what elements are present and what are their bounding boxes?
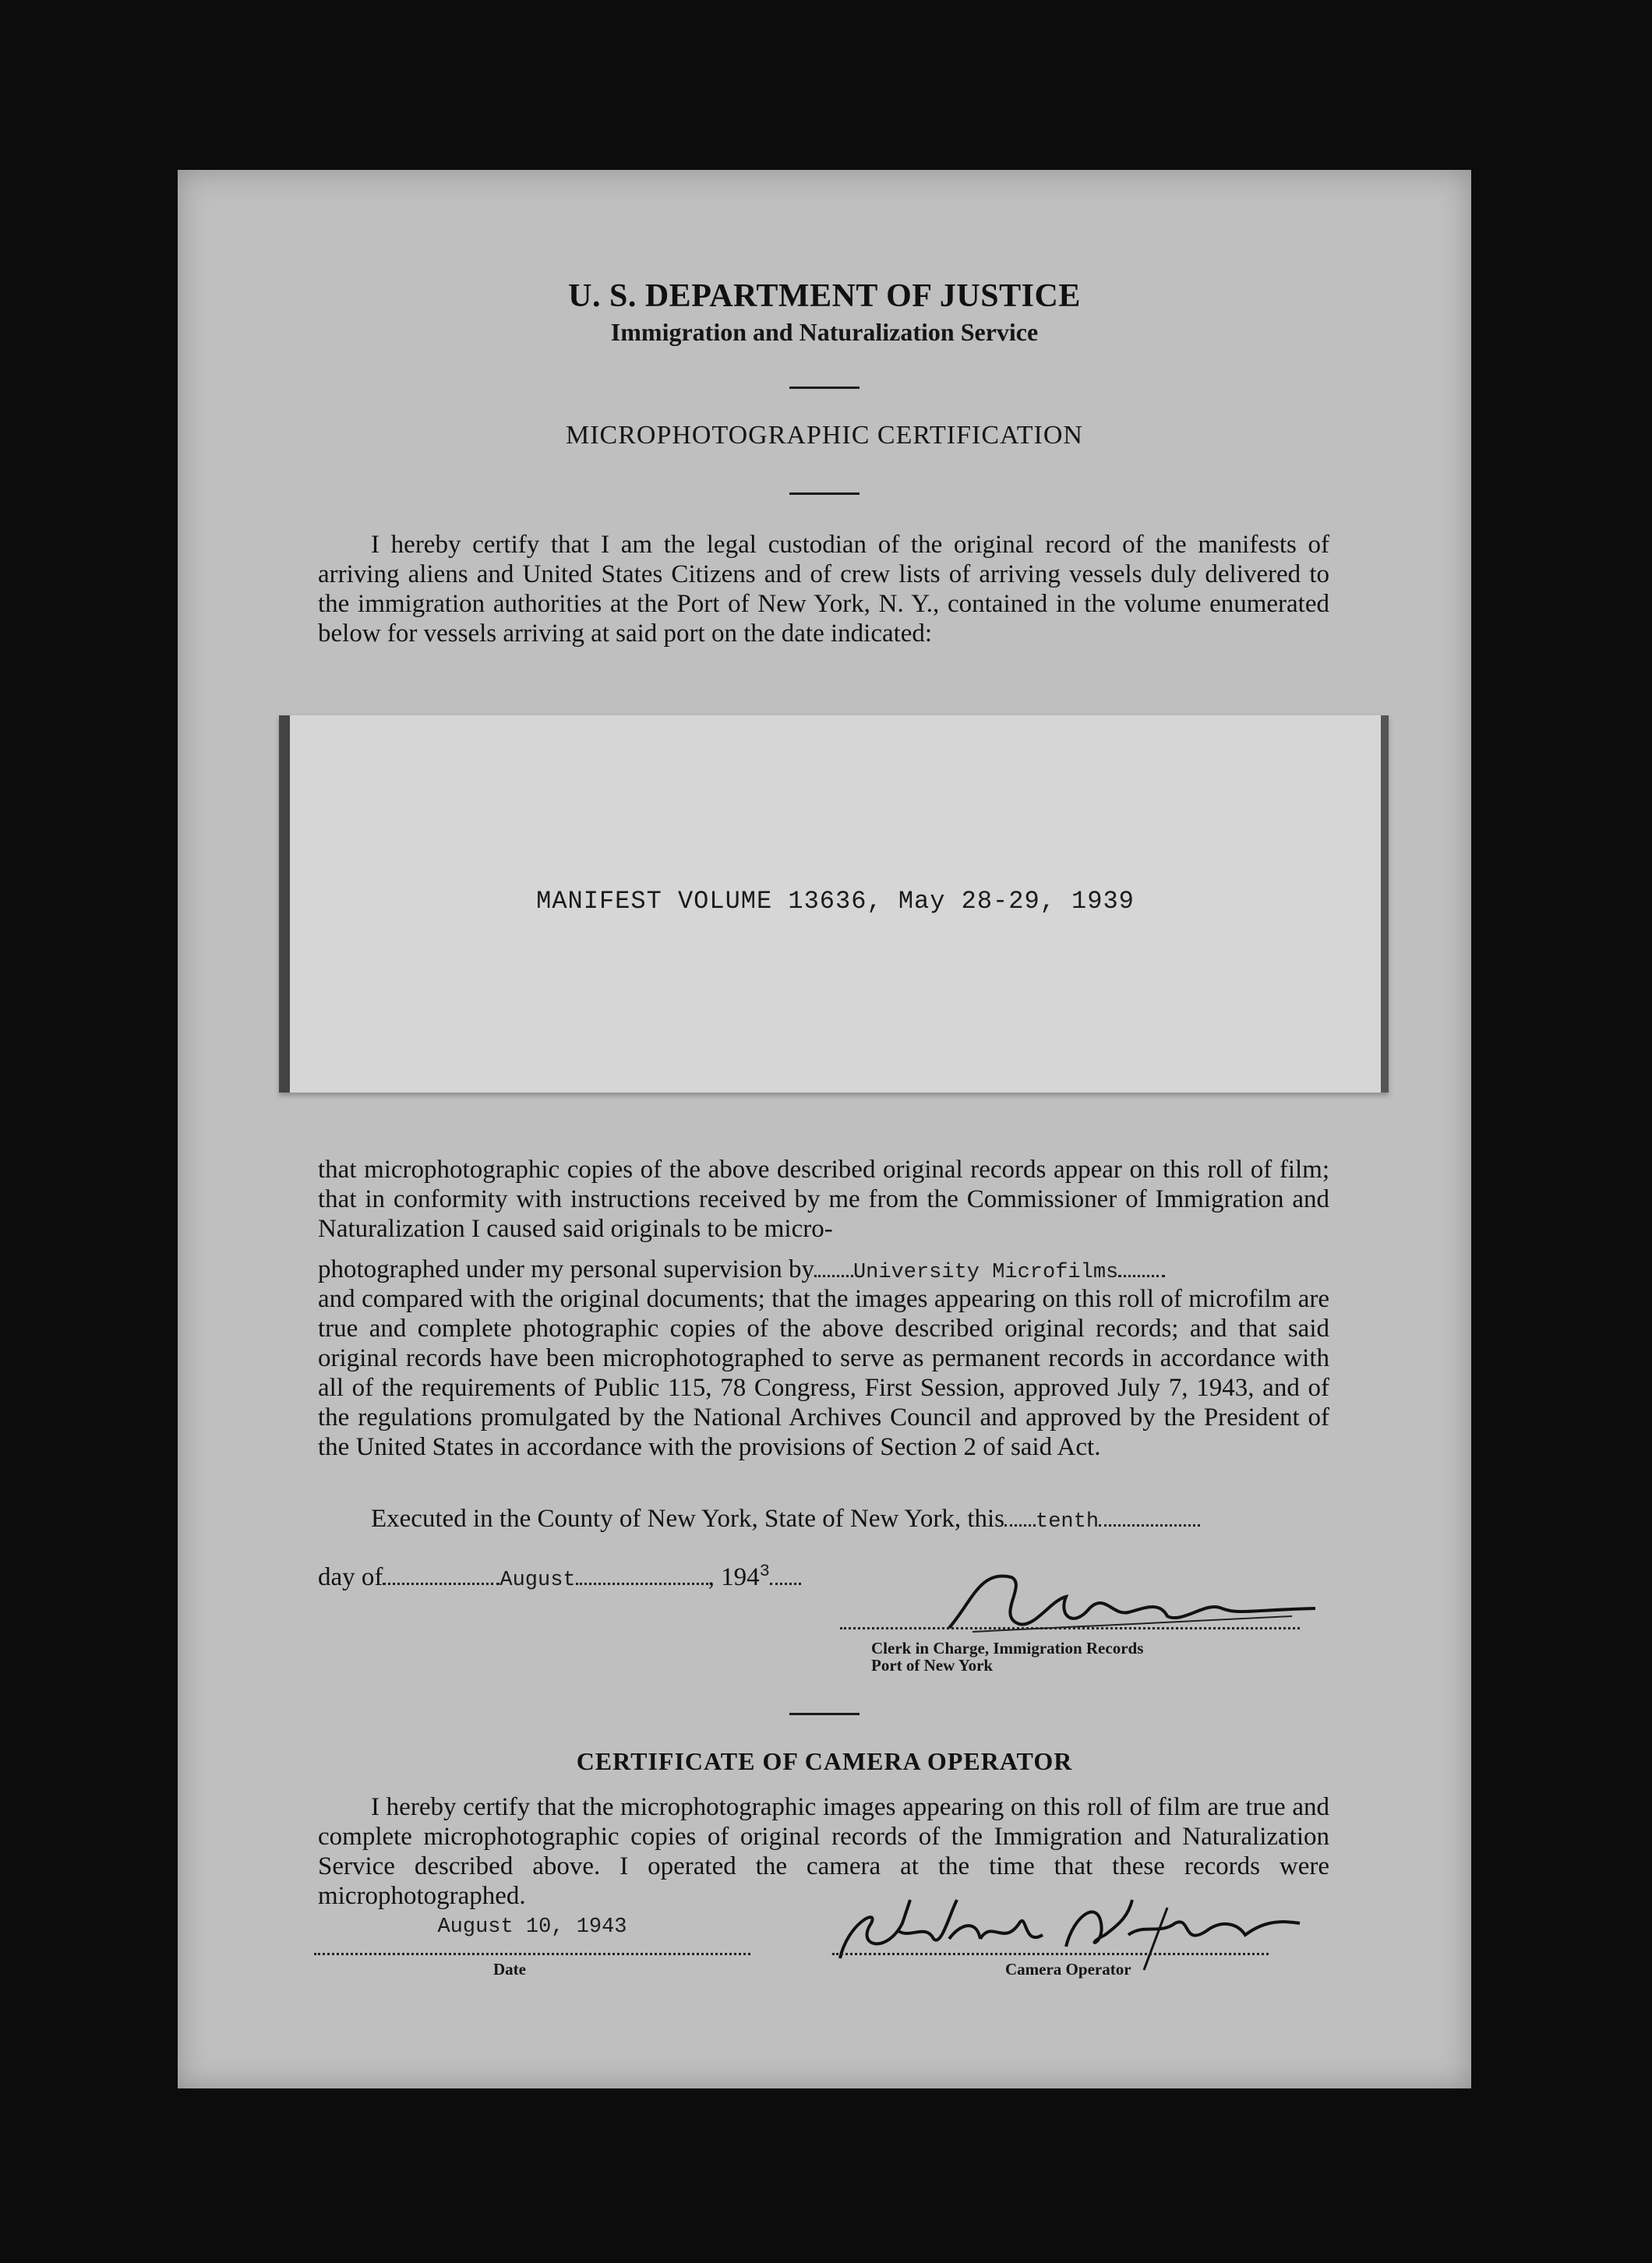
department-heading: U. S. DEPARTMENT OF JUSTICE	[568, 278, 1081, 314]
manifest-insert-slip	[279, 715, 1389, 1093]
intro-paragraph: I hereby certify that I am the legal custodian of the original record of the manifests of arriving aliens and United States Citizens and of crew lists of arriving vessels duly delivered to the immigration authorities at the Port of New York, N. Y., contained in the volume enumerated below for vessels arriving at said port on the date indicated:	[318, 531, 1329, 648]
date-value: August 10, 1943	[437, 1915, 627, 1939]
supervision-prefix: photographed under my personal supervision by	[318, 1255, 814, 1283]
camera-operator-label: Camera Operator	[1005, 1960, 1131, 1979]
day-of-label: day of	[318, 1563, 383, 1591]
clerk-title-line-1: Clerk in Charge, Immigration Records	[871, 1639, 1144, 1658]
manifest-volume-label: MANIFEST VOLUME 13636, May 28-29, 1939	[536, 887, 1135, 916]
dotted-fill	[383, 1583, 499, 1585]
dotted-fill	[1004, 1524, 1036, 1527]
year-digit: 3	[759, 1562, 770, 1581]
clerk-signature-line	[840, 1627, 1300, 1629]
year-prefix: , 194	[708, 1563, 760, 1591]
divider	[789, 387, 860, 389]
date-line	[314, 1953, 750, 1955]
body-paragraph-2: and compared with the original documents; that the images appearing on this roll of microfilm are true and complete photographic copies of the above described original records; and that said original records have been microphotographed to serve as permanent records in accordance with all of the requirements of Public 115, 78 Congress, First Session, approved July 7, 1943, and of the regulations promulgated by the National Archives Council and approved by the President of the United States in accordance with the provisions of Section 2 of said Act.	[318, 1285, 1329, 1461]
executed-line	[318, 1504, 1329, 1537]
certificate-page	[178, 170, 1471, 2088]
camera-certificate-title: CERTIFICATE OF CAMERA OPERATOR	[576, 1747, 1073, 1775]
certification-title: MICROPHOTOGRAPHIC CERTIFICATION	[565, 421, 1083, 450]
camera-operator-signature-line	[832, 1953, 1269, 1955]
clerk-signature	[926, 1554, 1331, 1647]
clerk-title-line-2: Port of New York	[871, 1656, 994, 1675]
dotted-fill	[814, 1275, 853, 1277]
executed-day: tenth	[1036, 1510, 1100, 1534]
dotted-fill	[770, 1583, 801, 1585]
body-paragraph-1: that microphotographic copies of the above described original records appear on this roll of film; that in conformity with instructions received by me from the Commissioner of Immigration and Naturalization I caused said originals to be micro-	[318, 1156, 1329, 1243]
divider	[789, 492, 860, 495]
supervision-line	[318, 1255, 1329, 1287]
executed-prefix: Executed in the County of New York, State of New York, this	[371, 1505, 1005, 1533]
date-label: Date	[493, 1960, 526, 1979]
supervision-value: University Microfilms	[852, 1261, 1119, 1284]
dotted-fill	[1099, 1524, 1200, 1527]
divider	[789, 1713, 860, 1715]
service-subheading: Immigration and Naturalization Service	[610, 318, 1039, 346]
dotted-fill	[1118, 1275, 1165, 1277]
month-value: August	[499, 1569, 576, 1592]
camera-certificate-text: I hereby certify that the microphotographic images appearing on this roll of film are true and complete microphotographic copies of original records of the Immigration and Naturalization Service described above. I operated the camera at the time that these records were microphotographed.	[318, 1793, 1329, 1910]
clerk-title	[871, 1640, 1143, 1674]
date-field	[314, 1915, 750, 1939]
dotted-fill	[576, 1583, 708, 1585]
